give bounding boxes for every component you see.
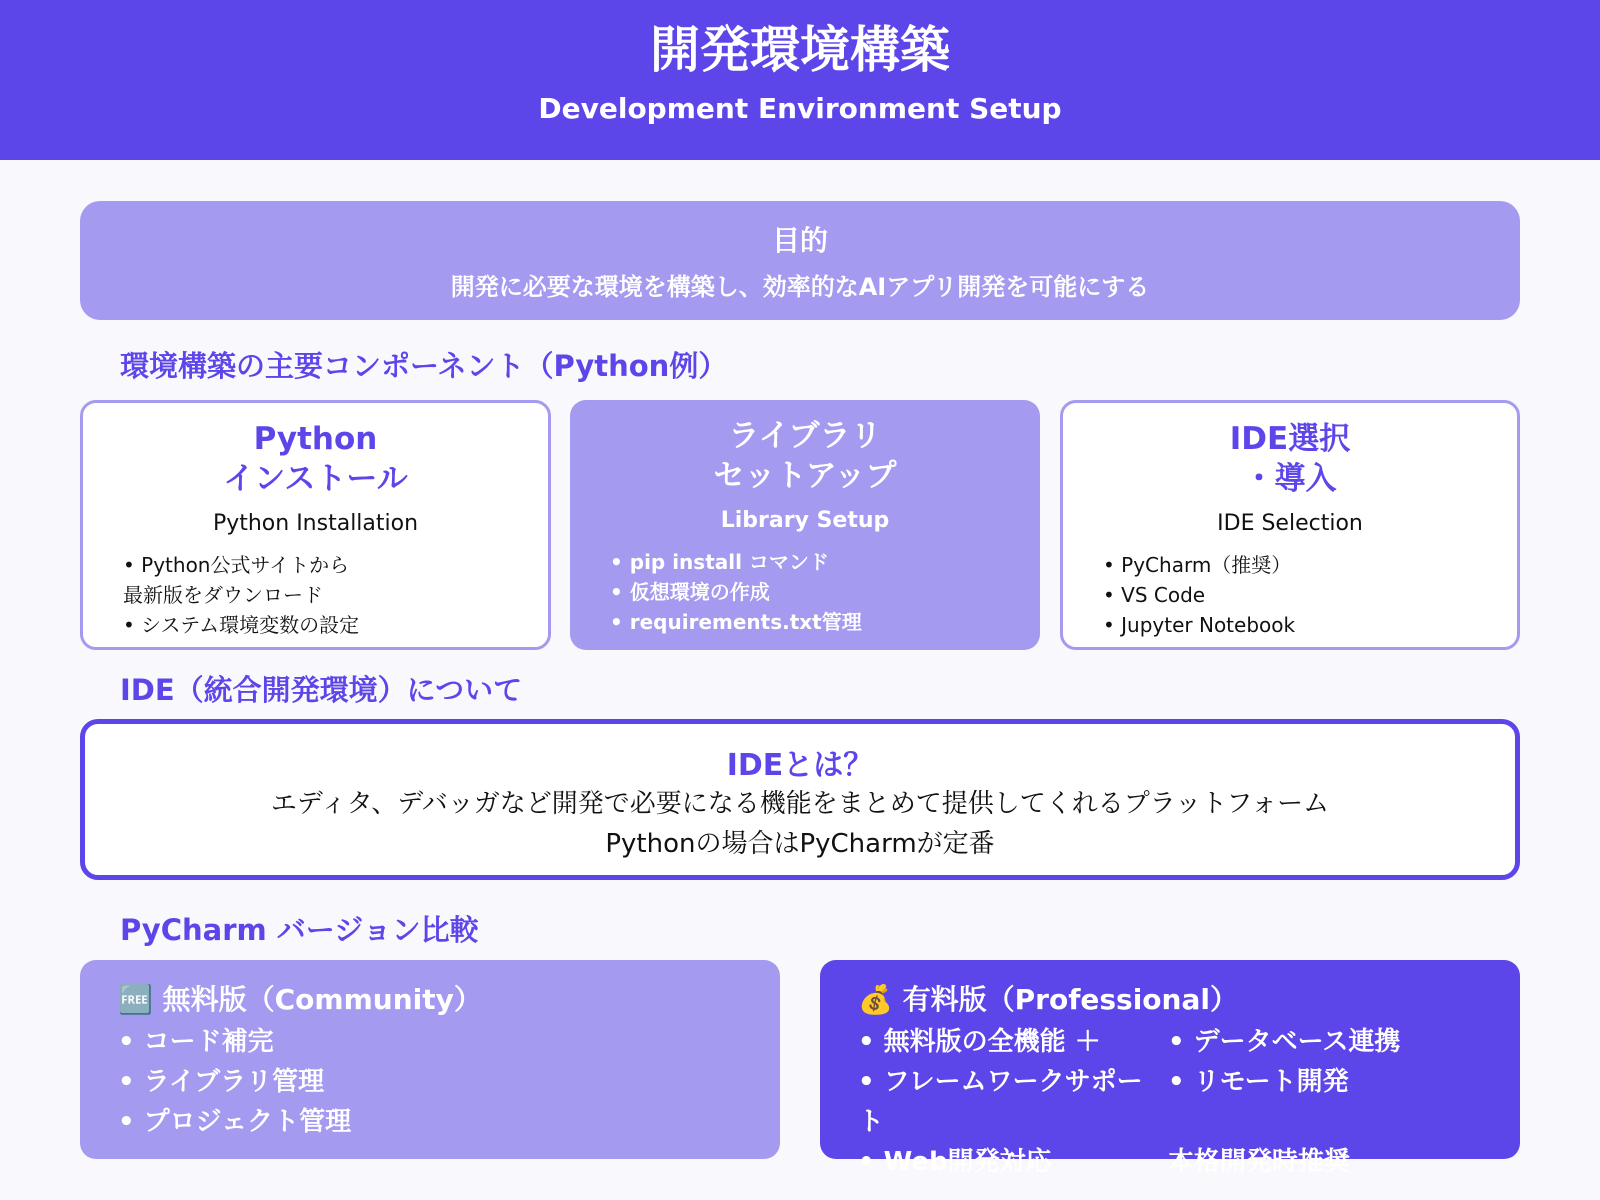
list-item: • コード補完	[118, 1027, 274, 1057]
list-item: • pip install コマンド	[610, 550, 829, 574]
list-item: • PyCharm（推奨）	[1103, 553, 1292, 577]
pro-edition-box	[820, 960, 1520, 1177]
purpose-title: 目的	[771, 224, 828, 257]
card-title: ・導入	[1243, 461, 1337, 497]
section-heading-components: 環境構築の主要コンポーネント（Python例）	[120, 349, 728, 383]
list-item: • ライブラリ管理	[118, 1067, 325, 1097]
list-item: • プロジェクト管理	[118, 1107, 352, 1137]
card-title: ライブラリ	[728, 418, 882, 454]
free-title: 無料版（Community）	[162, 983, 482, 1016]
list-item: • 無料版の全機能 ＋	[858, 1027, 1101, 1057]
card-title: インストール	[223, 461, 408, 497]
list-item: 最新版をダウンロード	[123, 583, 323, 607]
list-item: • Python公式サイトから	[123, 553, 350, 577]
card-subtitle: Library Setup	[720, 508, 890, 533]
list-item: • Web開発対応	[858, 1147, 1052, 1177]
free-icon: 🆓	[118, 983, 153, 1016]
page-title: 開発環境構築	[650, 21, 950, 79]
pro-title: 有料版（Professional）	[902, 983, 1238, 1016]
section-heading-pycharm: PyCharm バージョン比較	[120, 913, 479, 947]
card-title: セットアップ	[713, 458, 897, 494]
list-item: • 仮想環境の作成	[610, 580, 770, 604]
page-subtitle: Development Environment Setup	[538, 92, 1062, 125]
list-item: • システム環境変数の設定	[123, 613, 360, 637]
money-bag-icon: 💰	[858, 983, 893, 1016]
list-item: • データベース連携	[1168, 1027, 1401, 1057]
ide-note: Pythonの場合はPyCharmが定番	[605, 829, 995, 859]
card-subtitle: IDE Selection	[1217, 511, 1363, 536]
free-edition-box	[80, 960, 780, 1159]
header-banner	[0, 0, 1600, 160]
card-ide-selection	[1060, 400, 1520, 650]
list-item: • リモート開発	[1168, 1067, 1349, 1097]
ide-title: IDEとは？	[726, 748, 874, 783]
card-title: IDE選択	[1229, 421, 1351, 457]
list-item: • Jupyter Notebook	[1103, 613, 1296, 637]
ide-description: エディタ、デバッガなど開発で必要になる機能をまとめて提供してくれるプラットフォーム	[270, 789, 1330, 819]
card-title: Python	[253, 421, 378, 457]
card-subtitle: Python Installation	[212, 511, 419, 536]
section-heading-ide: IDE（統合開発環境）について	[120, 673, 523, 707]
card-library-setup	[570, 400, 1040, 650]
ide-definition-box	[80, 719, 1520, 880]
purpose-text: 開発に必要な環境を構築し、効率的なAIアプリ開発を可能にする	[450, 273, 1150, 301]
list-item: • requirements.txt管理	[610, 610, 862, 634]
purpose-box	[80, 201, 1520, 320]
recommendation-note: 本格開発時推奨	[1168, 1147, 1351, 1177]
list-item: • VS Code	[1103, 583, 1206, 607]
list-item: • フレームワークサポート	[858, 1067, 1143, 1137]
card-python-install	[80, 400, 551, 650]
